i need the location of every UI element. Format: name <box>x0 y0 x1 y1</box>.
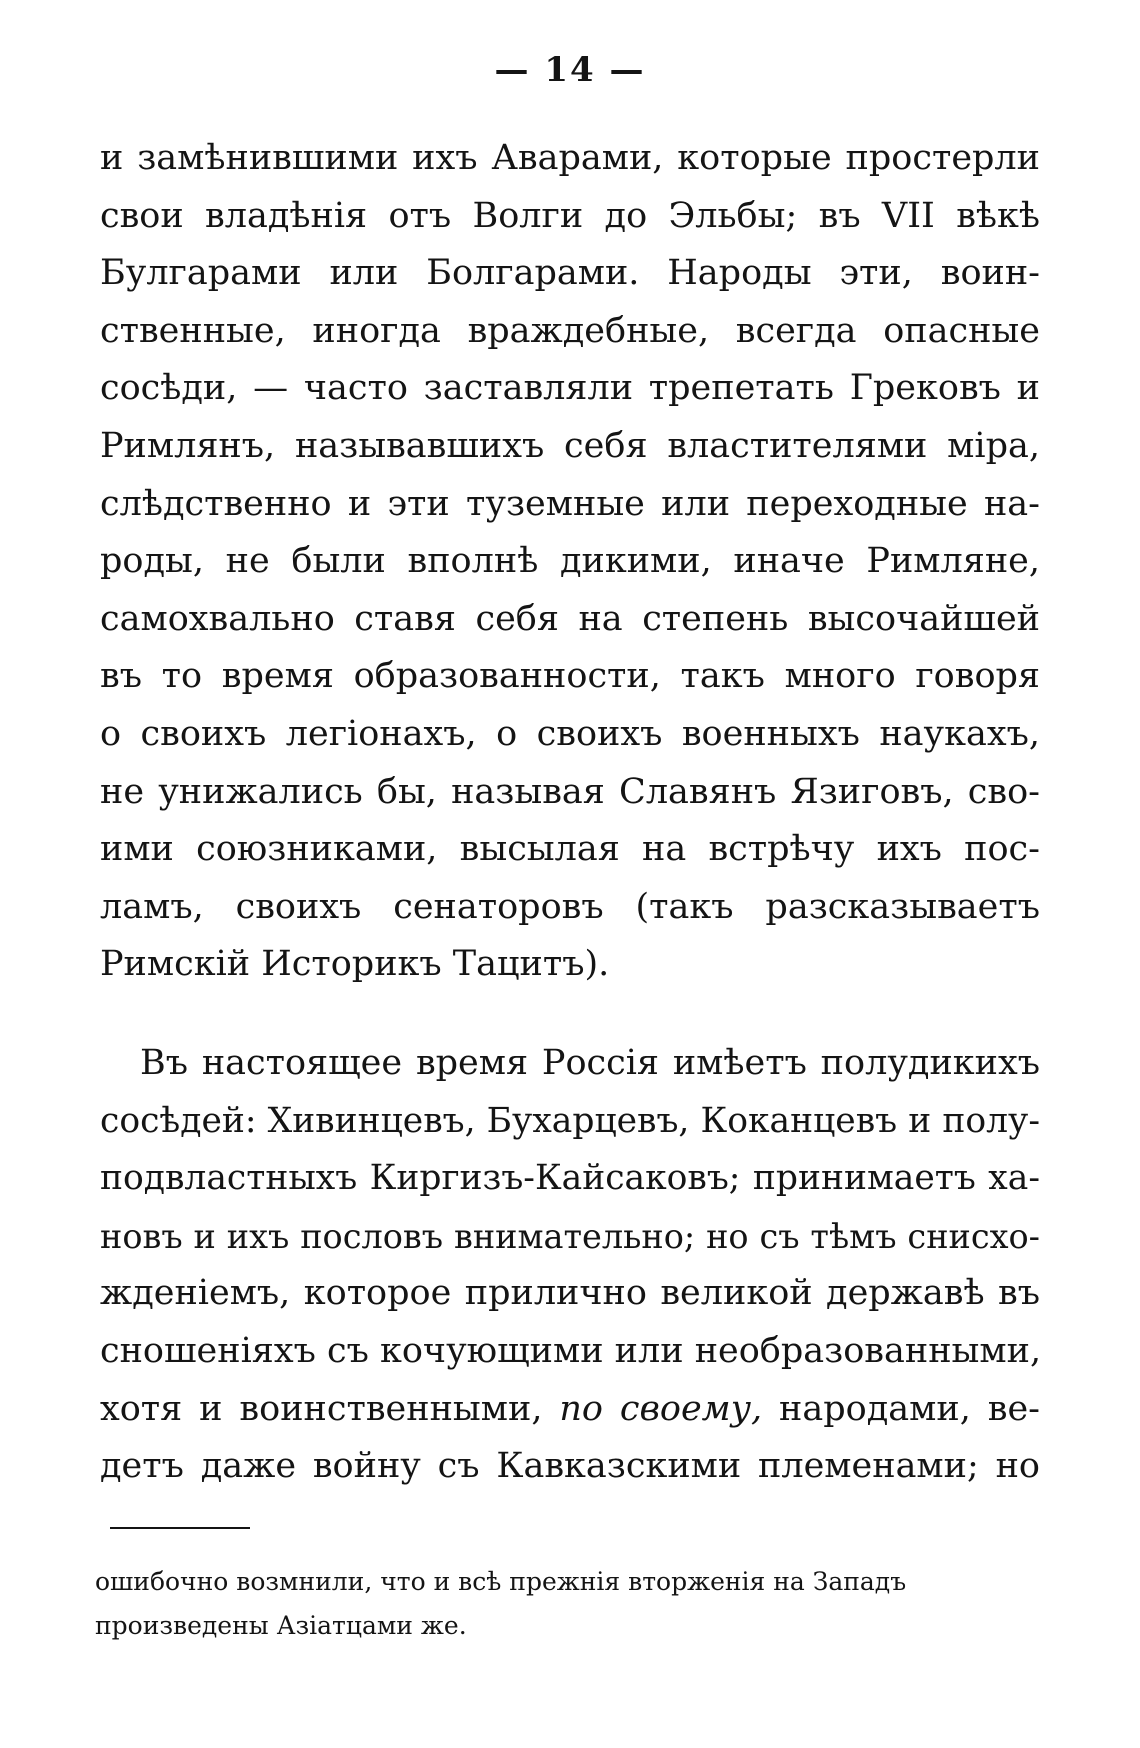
text-line: детъ даже войну съ Кавказскими племенами; но <box>100 1446 1040 1487</box>
paragraph-1 <box>100 130 1040 994</box>
text-line: о своихъ легіонахъ, о своихъ военныхъ наукахъ, <box>100 713 1040 754</box>
text-line: роды, не были вполнѣ дикими, иначе Римляне, <box>100 541 1040 582</box>
text-line: сосѣдей: Хивинцевъ, Бухарцевъ, Коканцевъ и полу- <box>100 1100 1040 1141</box>
text-line: свои владѣнія отъ Волги до Эльбы; въ VII вѣкѣ <box>100 195 1040 236</box>
text-line: сосѣди, — часто заставляли трепетать Грековъ и <box>100 368 1040 409</box>
text-line-start: хотя и воинственными, <box>100 1388 560 1429</box>
text-line: Булгарами или Болгарами. Народы эти, воин- <box>100 253 1040 294</box>
text-line: слѣдственно и эти туземные или переходные на- <box>100 483 1040 524</box>
text-line-end: народами, ве- <box>762 1388 1040 1429</box>
text-line: въ то время образованности, такъ много говоря <box>100 656 1040 697</box>
text-line: и замѣнившими ихъ Аварами, которые простерли <box>100 138 1040 178</box>
text-line: Римлянъ, называвшихъ себя властителями міра, <box>100 425 1040 466</box>
text-line: Римскій Историкъ Тацитъ). <box>100 944 610 985</box>
text-line: ими союзниками, высылая на встрѣчу ихъ пос- <box>100 829 1040 870</box>
footnote <box>95 1560 1040 1648</box>
paragraph-2 <box>100 1035 1040 1496</box>
text-line: новъ и ихъ пословъ внимательно; но съ тѣмъ снисхо- <box>100 1216 1040 1256</box>
text-line: ственные, иногда враждебные, всегда опасные <box>100 310 1040 351</box>
footnote-line: произведены Азіатцами же. <box>95 1611 467 1640</box>
text-line: не унижались бы, называя Славянъ Язиговъ, сво- <box>100 771 1040 812</box>
footnote-line: ошибочно возмнили, что и всѣ прежнія вторженія на Западъ <box>95 1567 907 1596</box>
text-line: Въ настоящее время Россія имѣетъ полудикихъ <box>140 1043 1040 1083</box>
text-line <box>100 1381 1040 1439</box>
text-line: сношеніяхъ съ кочующими или необразованными, <box>100 1330 1042 1371</box>
italic-phrase: по своему, <box>559 1388 763 1429</box>
footnote-divider <box>110 1527 250 1529</box>
text-line: жденіемъ, которое прилично великой державѣ въ <box>100 1273 1040 1314</box>
text-line: подвластныхъ Киргизъ-Кайсаковъ; принимаетъ ха- <box>100 1158 1040 1199</box>
page-number: — 14 — <box>494 50 646 90</box>
text-line: ламъ, своихъ сенаторовъ (такъ разсказываетъ <box>100 886 1040 927</box>
text-line: самохвально ставя себя на степень высочайшей <box>100 598 1040 639</box>
